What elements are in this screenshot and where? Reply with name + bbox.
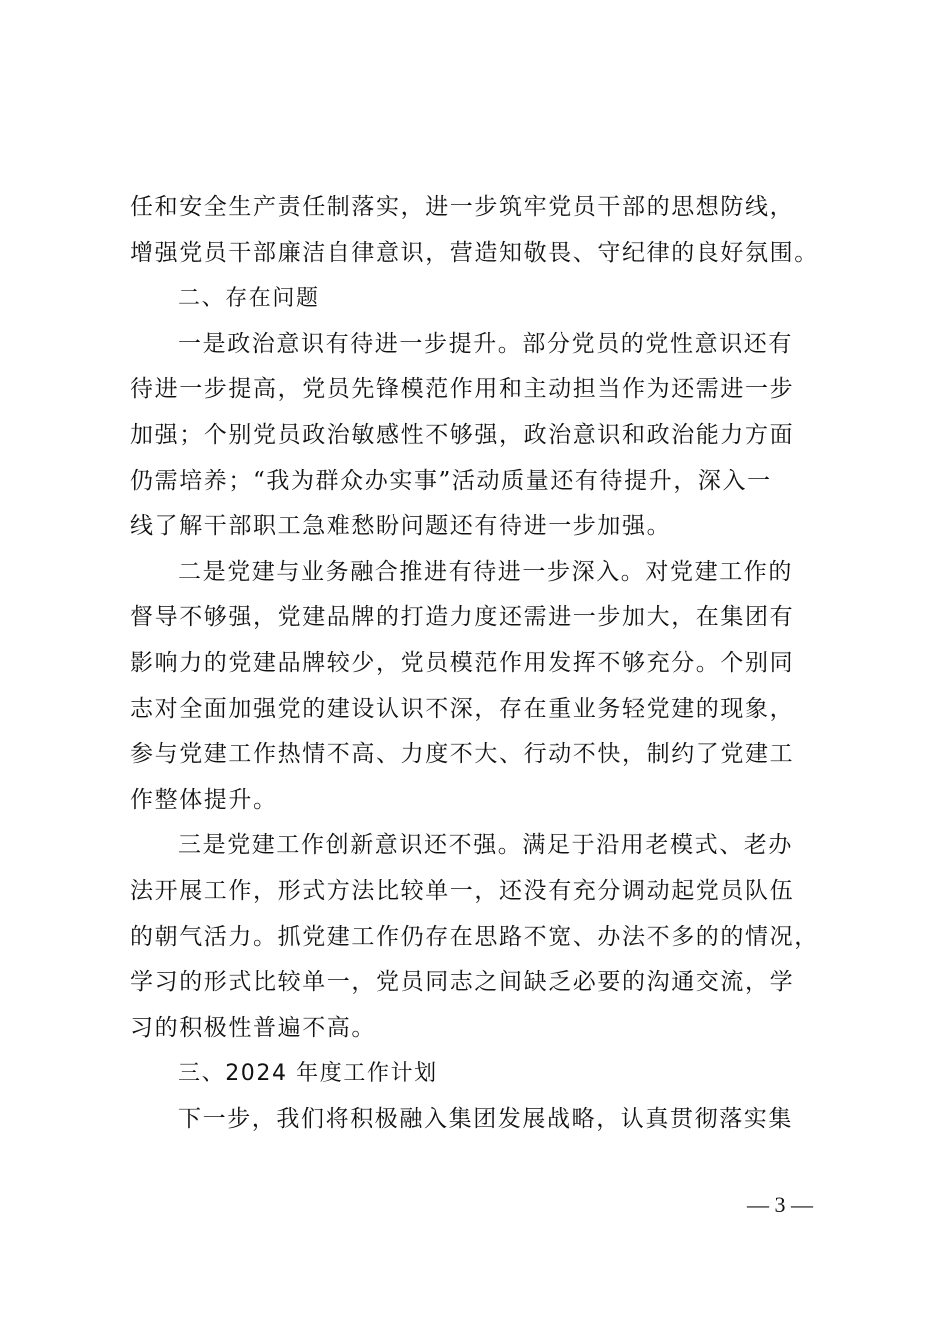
paragraph-first-line: 三是党建工作创新意识还不强。满足于沿用老模式、老办 <box>178 832 793 859</box>
body-line: 任和安全生产责任制落实，进一步筑牢党员干部的思想防线， <box>130 194 795 220</box>
body-line: 待进一步提高，党员先锋模范作用和主动担当作为还需进一步 <box>130 376 795 403</box>
body-line: 的朝气活力。抓党建工作仍存在思路不宽、办法不多的的情况， <box>130 923 819 950</box>
body-line: 增强党员干部廉洁自律意识，营造知敬畏、守纪律的良好氛围。 <box>130 239 819 266</box>
paragraph-first-line: 二是党建与业务融合推进有待进一步深入。对党建工作的 <box>178 558 793 585</box>
body-line: 线了解干部职工急难愁盼问题还有待进一步加强。 <box>130 513 672 540</box>
section-heading-work-plan: 三、2024 年度工作计划 <box>178 1061 438 1087</box>
body-line: 仍需培养；“我为群众办实事”活动质量还有待提升，深入一 <box>130 467 772 494</box>
document-body <box>130 185 830 1142</box>
page-number: — 3 — <box>747 1192 813 1217</box>
body-line: 参与党建工作热情不高、力度不大、行动不快，制约了党建工 <box>130 741 795 768</box>
paragraph-first-line: 下一步，我们将积极融入集团发展战略，认真贯彻落实集 <box>178 1105 793 1132</box>
section-heading-problems: 二、存在问题 <box>178 286 320 312</box>
body-line: 影响力的党建品牌较少，党员模范作用发挥不够充分。个别同 <box>130 649 795 676</box>
paragraph-first-line: 一是政治意识有待进一步提升。部分党员的党性意识还有 <box>178 330 793 357</box>
body-line: 法开展工作，形式方法比较单一，还没有充分调动起党员队伍 <box>130 877 795 904</box>
body-line: 志对全面加强党的建设认识不深，存在重业务轻党建的现象， <box>130 695 795 722</box>
body-line: 作整体提升。 <box>130 786 278 813</box>
body-line: 学习的形式比较单一，党员同志之间缺乏必要的沟通交流，学 <box>130 969 795 996</box>
body-line: 加强；个别党员政治敏感性不够强，政治意识和政治能力方面 <box>130 421 795 448</box>
body-line: 督导不够强，党建品牌的打造力度还需进一步加大，在集团有 <box>130 604 795 631</box>
body-line: 习的积极性普遍不高。 <box>130 1014 376 1041</box>
